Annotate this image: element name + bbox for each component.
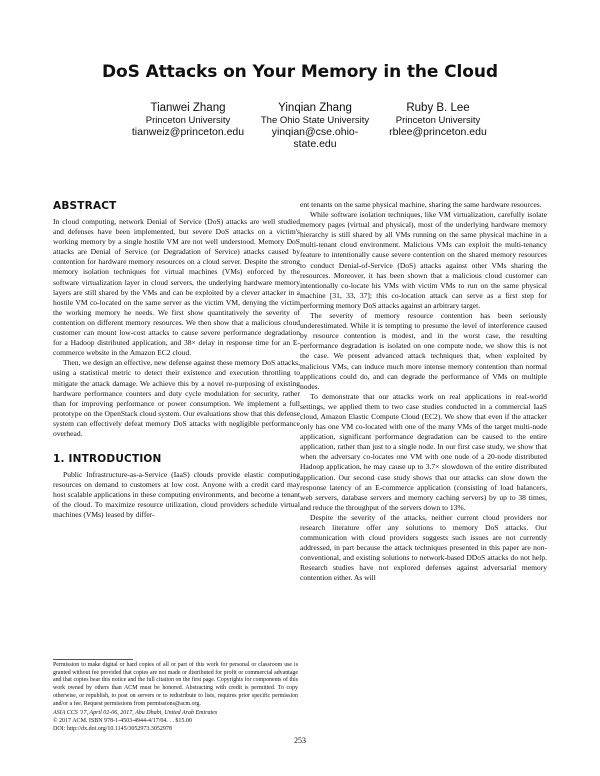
doi-link[interactable]: DOI: http://dx.doi.org/10.1145/3052973.3052978 (53, 726, 172, 732)
abstract-paragraph-1: In cloud computing, network Denial of Service (DoS) attacks are well studied and defenses have been implemented, but severe DoS attacks on a victim's working memory by a single hostile VM are not well understood. Memory DoS attacks are Denial of Service (or Degradation of Service) attacks caused by contention for hardware memory resources on a cloud server. Despite the strong memory isolation techniques for virtual machines (VMs) enforced by the software virtualization layer in cloud servers, the underlying hardware memory layers are still shared by the VMs and can be exploited by a clever attacker in a hostile VM co-located on the same server as the victim VM, denying the victim the working memory he needs. We first show quantitatively the severity of contention on different memory resources. We then show that a malicious cloud customer can mount low-cost attacks to cause severe performance degradation for a Hadoop distributed application, and 38× delay in response time for an E-commerce website in the Amazon EC2 cloud. (53, 217, 300, 358)
author-1 (118, 102, 258, 138)
permission-notice: Permission to make digital or hard copies of all or part of this work for personal or classroom use is granted without fee provided that copies are not made or distributed for profit or commercial advantage and that copies bear this notice and the full citation on the first page. Copyrights for components of this work owned by others than ACM must be honored. Abstracting with credit is permitted. To copy otherwise, or republish, to post on servers or to redistribute to lists, requires prior specific permission and/or a fee. Request permissions from permissions@acm.org. (53, 662, 298, 707)
body-paragraph-defenses: Despite the severity of the attacks, neither current cloud providers nor research literature offer any solutions to memory DoS attacks. Our communication with cloud providers suggests such issues are not currently addressed, in part because the attack techniques presented in this paper are non-conventional, and existing solutions to network-based DDoS attacks do not help. Research studies have not explored defenses against adversarial memory contention either. As will (300, 512, 547, 583)
author-name: Yinqian Zhang (278, 102, 352, 114)
body-paragraph-continued: ent tenants on the same physical machine, sharing the same hardware resources. (300, 200, 542, 209)
author-email[interactable]: rblee@princeton.edu (389, 126, 487, 138)
author-affiliation: Princeton University (145, 115, 231, 126)
introduction-paragraph-1: Public Infrastructure-as-a-Service (IaaS) clouds provide elastic computing resources on demand to customers at low cost. Anyone with a credit card may host scalable applications in these computing environments, and become a tenant of the cloud. To maximize resource utilization, cloud providers schedule virtual machines (VMs) leased by differ- (53, 470, 300, 520)
introduction-heading: 1. INTRODUCTION (53, 453, 162, 466)
paper-title: DoS Attacks on Your Memory in the Cloud (102, 62, 498, 82)
author-name: Tianwei Zhang (150, 102, 226, 114)
body-paragraph-severity: The severity of memory resource contention has been seriously underestimated. While it is tempting to presume the level of interference caused by resource contention is modest, and in the worst case, the resulting performance degradation is isolated on one compute node, we show this is not the case. We present advanced attack techniques that, when exploited by malicious VMs, can induce much more intense memory contention than normal applications could do, and can degrade the performance of VMs on multiple nodes. (300, 311, 547, 391)
conference-info: ASIA CCS '17, April 02-06, 2017, Abu Dhabi, United Arab Emirates (53, 710, 218, 716)
body-paragraph-isolation: While software isolation techniques, like VM virtualization, carefully isolate memory pages (virtual and physical), most of the underlying hardware memory hierarchy is still shared by all VMs running on the same physical machine in a multi-tenant cloud environment. Malicious VMs can exploit the multi-tenancy feature to intentionally cause severe contention on the shared memory resources to conduct Denial-of-Service (DoS) attacks against other VMs sharing the resources. Moreover, it has been shown that a malicious cloud customer can intentionally co-locate his VMs with victim VMs to run on the same physical machine [31, 33, 37]; this co-location attack can serve as a first step for performing memory DoS attacks against an arbitrary target. (300, 210, 547, 310)
page-number: 253 (294, 736, 306, 745)
author-name: Ruby B. Lee (406, 102, 470, 114)
author-email[interactable]: tianweiz@princeton.edu (131, 126, 245, 138)
author-2 (250, 102, 380, 150)
body-paragraph-case-studies: To demonstrate that our attacks work on real applications in real-world settings, we applied them to two case studies conducted in a commercial IaaS cloud, Amazon Elastic Compute Cloud (EC2). We show that even if the attacker only has one VM co-located with one of the many VMs of the target multi-node application, significant performance degradation can be caused to the entire application, rather than just to a single node. In our first case study, we show that when the adversary co-locates one VM with one node of a 20-node distributed Hadoop application, he may cause up to 3.7× slowdown of the entire distributed application. Our second case study shows that our attacks can slow down the response latency of an E-commerce application (consisting of load balancers, web servers, database servers and memory caching servers) by up to 38 times, and reduce the throughput of the servers down to 13%. (300, 391, 547, 512)
author-3 (368, 102, 508, 138)
abstract-paragraph-2: Then, we design an effective, new defense against these memory DoS attacks, using a statistical metric to detect their existence and execution throttling to mitigate the attack damage. We achieve this by a novel re-purposing of existing hardware performance counters and duty cycle modulation for security, rather than for improving performance or power consumption. We implement a full prototype on the OpenStack cloud system. Our evaluations show that this defense system can effectively defeat memory DoS attacks with negligible performance overhead. (53, 358, 300, 438)
author-affiliation: Princeton University (395, 115, 481, 126)
author-affiliation: The Ohio State University (260, 115, 370, 126)
abstract-heading: ABSTRACT (53, 200, 117, 212)
copyright-info: © 2017 ACM. ISBN 978-1-4503-4944-4/17/04. . . $15.00 (53, 718, 192, 724)
footnote-divider (53, 659, 133, 660)
left-column (53, 200, 300, 521)
author-email[interactable]: yinqian@cse.ohio-state.edu (271, 126, 359, 150)
right-column (300, 200, 547, 584)
